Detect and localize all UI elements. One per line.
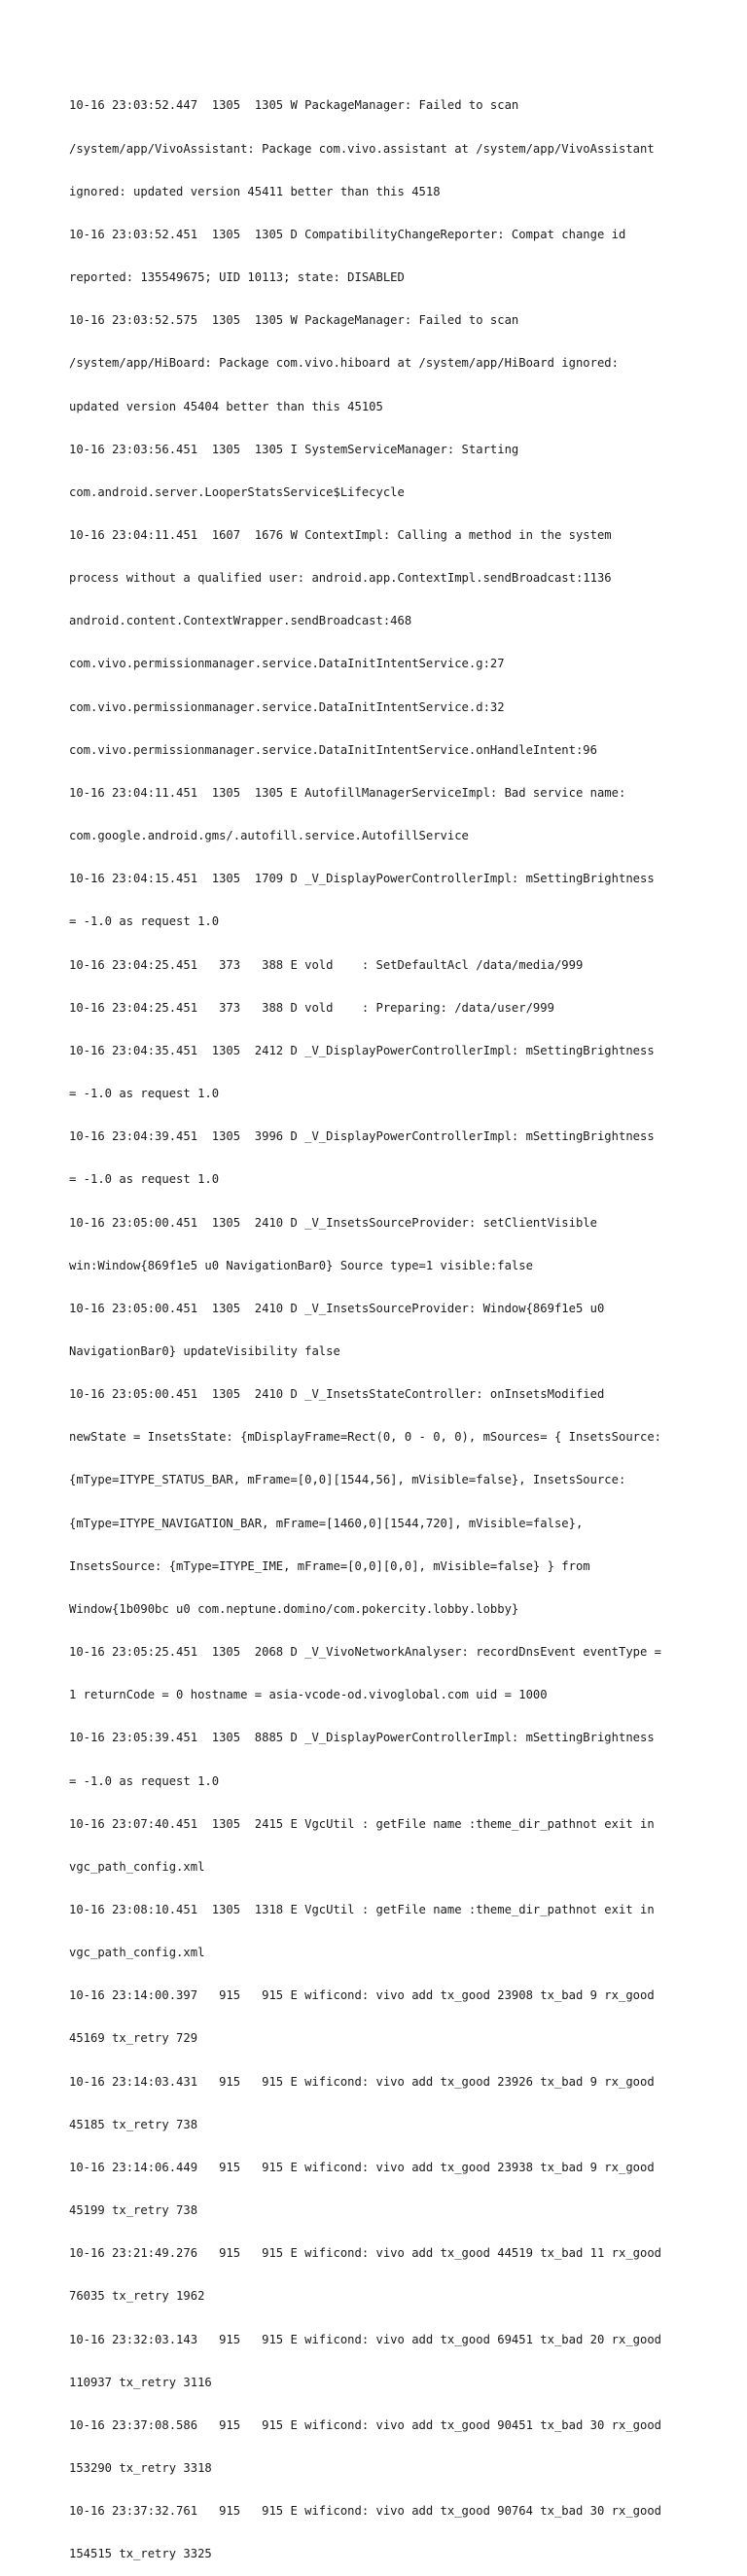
log-line: 10-16 23:05:00.451 1305 2410 D _V_InsetsSourceProvider: setClientVisible — [69, 1215, 597, 1230]
log-line: 45199 tx_retry 738 — [69, 2203, 198, 2218]
log-line: 10-16 23:14:06.449 915 915 E wificond: vivo add tx_good 23938 tx_bad 9 rx_good — [69, 2160, 655, 2174]
log-line: /system/app/HiBoard: Package com.vivo.hiboard at /system/app/HiBoard ignored: — [69, 356, 619, 371]
log-line: 10-16 23:04:35.451 1305 2412 D _V_DisplayPowerControllerImpl: mSettingBrightness — [69, 1043, 655, 1057]
log-line: 10-16 23:04:39.451 1305 3996 D _V_DisplayPowerControllerImpl: mSettingBrightness — [69, 1129, 655, 1144]
log-line: 10-16 23:04:15.451 1305 1709 D _V_DisplayPowerControllerImpl: mSettingBrightness — [69, 872, 655, 886]
log-line: {mType=ITYPE_STATUS_BAR, mFrame=[0,0][1544,56], mVisible=false}, InsetsSource: — [69, 1473, 626, 1487]
log-line: = -1.0 as request 1.0 — [69, 1087, 220, 1101]
log-line: 10-16 23:21:49.276 915 915 E wificond: vivo add tx_good 44519 tx_bad 11 rx_good — [69, 2246, 662, 2261]
log-line: 10-16 23:08:10.451 1305 1318 E VgcUtil : getFile name :theme_dir_pathnot exit in — [69, 1903, 655, 1916]
log-line: process without a qualified user: android.app.ContextImpl.sendBroadcast:1136 — [69, 571, 612, 586]
log-line: 153290 tx_retry 3318 — [69, 2461, 212, 2476]
log-line: 76035 tx_retry 1962 — [69, 2289, 205, 2304]
log-line: 10-16 23:05:25.451 1305 2068 D _V_VivoNetworkAnalyser: recordDnsEvent eventType = — [69, 1645, 662, 1660]
log-line: updated version 45404 better than this 45105 — [69, 399, 383, 413]
log-line: 45185 tx_retry 738 — [69, 2117, 198, 2131]
log-line: newState = InsetsState: {mDisplayFrame=Rect(0, 0 - 0, 0), mSources= { InsetsSource: — [69, 1430, 662, 1445]
log-line: 10-16 23:04:25.451 373 388 E vold : SetDefaultAcl /data/media/999 — [69, 957, 584, 972]
log-document — [69, 70, 740, 2576]
log-line: 10-16 23:05:00.451 1305 2410 D _V_InsetsStateController: onInsetsModified — [69, 1387, 605, 1402]
log-line: 10-16 23:14:00.397 915 915 E wificond: vivo add tx_good 23908 tx_bad 9 rx_good — [69, 1988, 655, 2003]
log-line: com.vivo.permissionmanager.service.DataInitIntentService.d:32 — [69, 699, 505, 714]
log-line: reported: 135549675; UID 10113; state: DISABLED — [69, 270, 405, 285]
log-line: 45169 tx_retry 729 — [69, 2031, 198, 2046]
log-line: 110937 tx_retry 3116 — [69, 2375, 212, 2389]
log-line: = -1.0 as request 1.0 — [69, 1172, 220, 1187]
log-line: com.google.android.gms/.autofill.service.AutofillService — [69, 829, 469, 843]
log-line: = -1.0 as request 1.0 — [69, 1773, 220, 1788]
log-line: NavigationBar0} updateVisibility false — [69, 1343, 340, 1358]
log-line: 10-16 23:05:00.451 1305 2410 D _V_InsetsSourceProvider: Window{869f1e5 u0 — [69, 1301, 605, 1315]
log-line: 154515 tx_retry 3325 — [69, 2547, 212, 2561]
log-line: 10-16 23:03:52.575 1305 1305 W PackageManager: Failed to scan — [69, 313, 519, 328]
log-line: InsetsSource: {mType=ITYPE_IME, mFrame=[0,0][0,0], mVisible=false} } from — [69, 1558, 590, 1573]
log-line: 1 returnCode = 0 hostname = asia-vcode-od.vivoglobal.com uid = 1000 — [69, 1688, 548, 1702]
log-line: 10-16 23:03:52.451 1305 1305 D CompatibilityChangeReporter: Compat change id — [69, 227, 626, 241]
log-line: 10-16 23:04:11.451 1607 1676 W ContextImpl: Calling a method in the system — [69, 528, 612, 542]
log-line: 10-16 23:03:52.447 1305 1305 W PackageManager: Failed to scan — [69, 98, 519, 113]
log-line: 10-16 23:32:03.143 915 915 E wificond: vivo add tx_good 69451 tx_bad 20 rx_good — [69, 2332, 662, 2346]
log-line: 10-16 23:04:11.451 1305 1305 E AutofillManagerServiceImpl: Bad service name: — [69, 785, 626, 800]
log-line: com.vivo.permissionmanager.service.DataInitIntentService.onHandleIntent:96 — [69, 742, 597, 757]
log-line: /system/app/VivoAssistant: Package com.vivo.assistant at /system/app/VivoAssistant — [69, 141, 655, 156]
log-line: Window{1b090bc u0 com.neptune.domino/com.pokercity.lobby.lobby} — [69, 1601, 519, 1616]
log-line: 10-16 23:04:25.451 373 388 D vold : Preparing: /data/user/999 — [69, 1000, 554, 1015]
log-line: ignored: updated version 45411 better than this 4518 — [69, 184, 441, 198]
log-line: 10-16 23:37:32.761 915 915 E wificond: vivo add tx_good 90764 tx_bad 30 rx_good — [69, 2504, 662, 2519]
log-line: com.vivo.permissionmanager.service.DataInitIntentService.g:27 — [69, 657, 505, 671]
log-line: 10-16 23:05:39.451 1305 8885 D _V_DisplayPowerControllerImpl: mSettingBrightness — [69, 1731, 655, 1745]
log-line: 10-16 23:37:08.586 915 915 E wificond: vivo add tx_good 90451 tx_bad 30 rx_good — [69, 2417, 662, 2432]
log-line: vgc_path_config.xml — [69, 1859, 205, 1874]
log-line: android.content.ContextWrapper.sendBroadcast:468 — [69, 614, 412, 628]
log-line: vgc_path_config.xml — [69, 1946, 205, 1960]
log-line: com.android.server.LooperStatsService$Lifecycle — [69, 484, 405, 499]
log-line: {mType=ITYPE_NAVIGATION_BAR, mFrame=[1460,0][1544,720], mVisible=false}, — [69, 1516, 584, 1530]
log-line: 10-16 23:07:40.451 1305 2415 E VgcUtil : getFile name :theme_dir_pathnot exit in — [69, 1816, 655, 1831]
log-line: win:Window{869f1e5 u0 NavigationBar0} Source type=1 visible:false — [69, 1258, 533, 1272]
log-line: = -1.0 as request 1.0 — [69, 914, 220, 929]
log-line: 10-16 23:03:56.451 1305 1305 I SystemServiceManager: Starting — [69, 442, 519, 456]
log-line: 10-16 23:14:03.431 915 915 E wificond: vivo add tx_good 23926 tx_bad 9 rx_good — [69, 2074, 655, 2089]
